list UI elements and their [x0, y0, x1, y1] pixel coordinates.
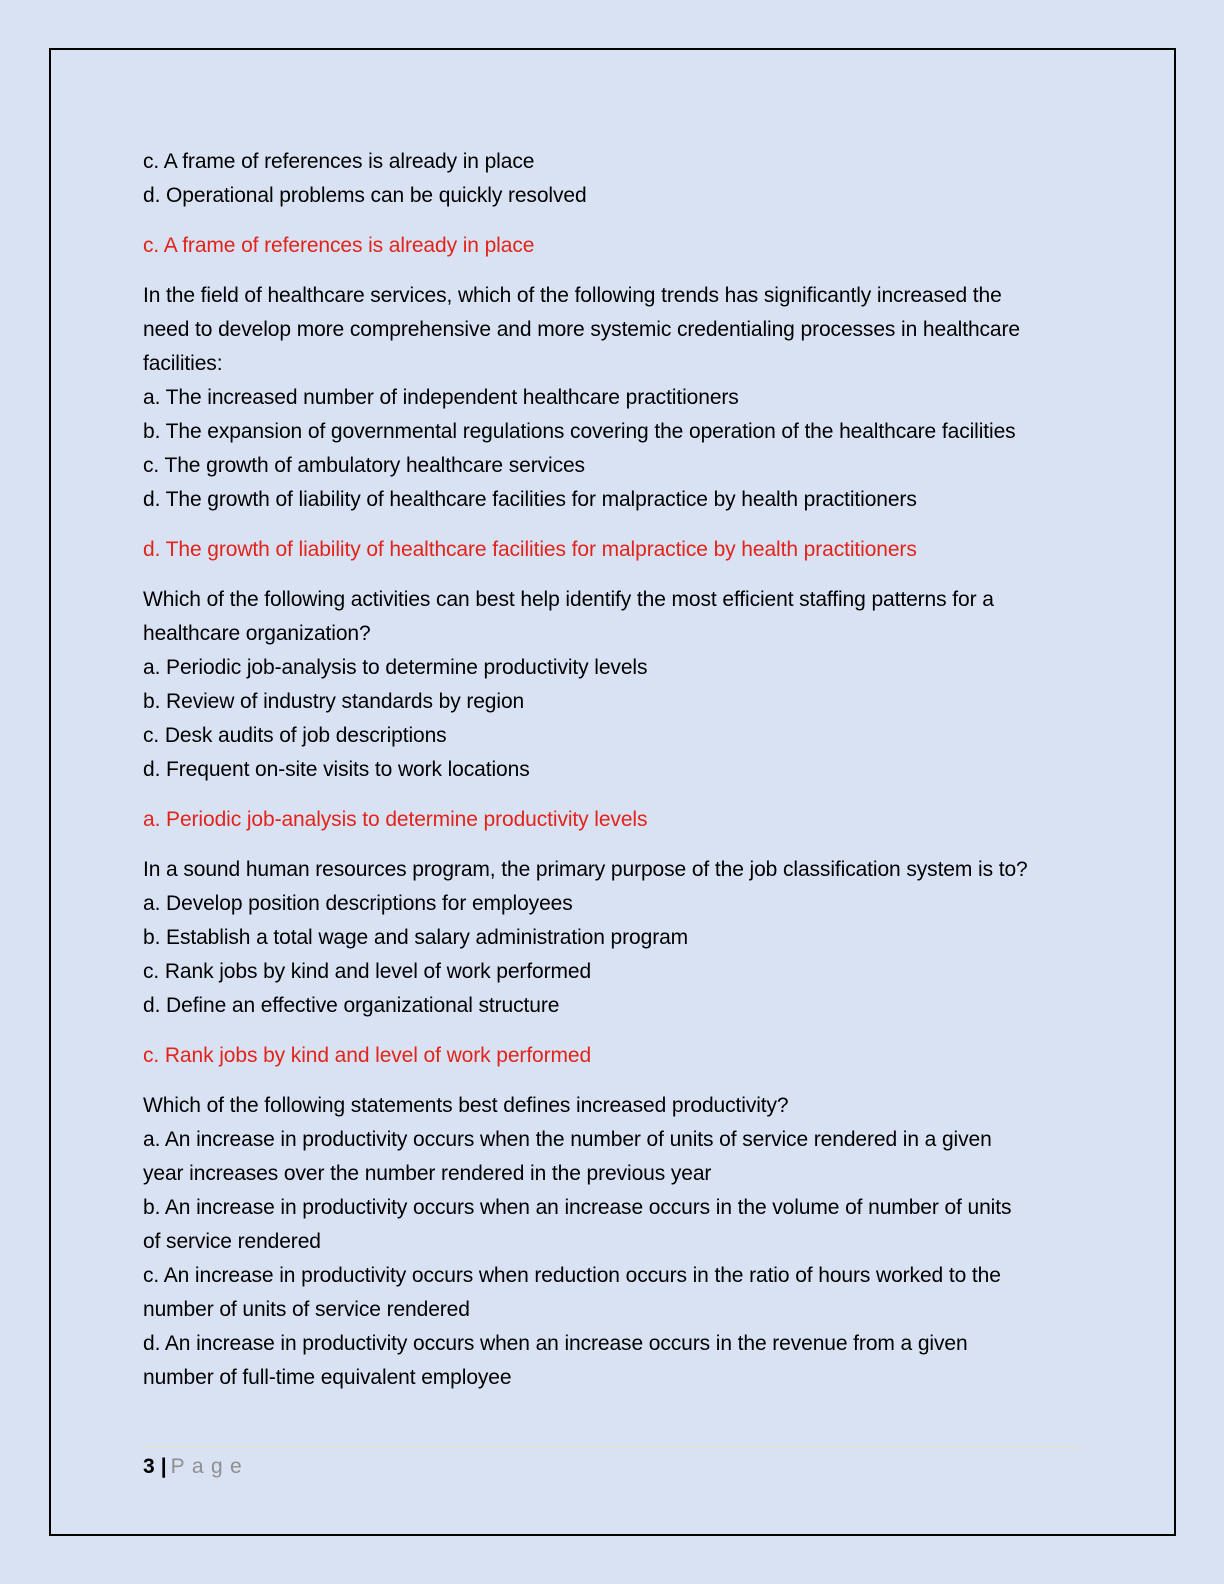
- question-line: In a sound human resources program, the primary purpose of the job classification system is to?: [143, 858, 1028, 881]
- answer-line: c. Rank jobs by kind and level of work performed: [143, 1044, 592, 1067]
- option-line: b. Review of industry standards by region: [143, 690, 525, 713]
- option-line: a. Develop position descriptions for employees: [143, 892, 573, 915]
- options-block: [143, 145, 1114, 213]
- page-footer: [143, 1446, 1083, 1481]
- answer-block: [143, 229, 1114, 263]
- question-block: [143, 583, 1114, 787]
- option-line: c. The growth of ambulatory healthcare services: [143, 454, 585, 477]
- question-line: need to develop more comprehensive and more systemic credentialing processes in healthcare: [143, 318, 1020, 341]
- option-line: d. Frequent on-site visits to work locations: [143, 758, 530, 781]
- answer-line: c. A frame of references is already in place: [143, 234, 535, 257]
- answer-block: [143, 533, 1114, 567]
- answer-line: d. The growth of liability of healthcare facilities for malpractice by health practitioners: [143, 538, 917, 561]
- question-line: Which of the following activities can best help identify the most efficient staffing patterns for a: [143, 588, 994, 611]
- option-line: a. An increase in productivity occurs when the number of units of service rendered in a given: [143, 1128, 992, 1151]
- question-block: [143, 853, 1114, 1023]
- question-line: facilities:: [143, 352, 223, 375]
- option-line: a. Periodic job-analysis to determine productivity levels: [143, 656, 648, 679]
- question-line: healthcare organization?: [143, 622, 371, 645]
- option-line: c. A frame of references is already in place: [143, 150, 535, 173]
- option-line: year increases over the number rendered in the previous year: [143, 1162, 712, 1185]
- footer-text: [143, 1453, 1083, 1481]
- option-line: c. Rank jobs by kind and level of work performed: [143, 960, 592, 983]
- answer-block: [143, 1039, 1114, 1073]
- option-line: c. Desk audits of job descriptions: [143, 724, 447, 747]
- answer-block: [143, 803, 1114, 837]
- option-line: c. An increase in productivity occurs when reduction occurs in the ratio of hours worked to the: [143, 1264, 1001, 1287]
- option-line: number of full-time equivalent employee: [143, 1366, 512, 1389]
- answer-line: a. Periodic job-analysis to determine productivity levels: [143, 808, 648, 831]
- footer-divider: [143, 1446, 1083, 1448]
- option-line: of service rendered: [143, 1230, 321, 1253]
- option-line: b. The expansion of governmental regulations covering the operation of the healthcare facilities: [143, 420, 1016, 443]
- footer-separator: |: [160, 1455, 167, 1478]
- option-line: b. An increase in productivity occurs when an increase occurs in the volume of number of units: [143, 1196, 1012, 1219]
- question-block: [143, 279, 1114, 517]
- option-line: d. An increase in productivity occurs when an increase occurs in the revenue from a given: [143, 1332, 968, 1355]
- option-line: number of units of service rendered: [143, 1298, 470, 1321]
- option-line: d. The growth of liability of healthcare facilities for malpractice by health practitioners: [143, 488, 917, 511]
- question-block: [143, 1089, 1114, 1395]
- question-line: In the field of healthcare services, which of the following trends has significantly increased the: [143, 284, 1002, 307]
- option-line: a. The increased number of independent healthcare practitioners: [143, 386, 739, 409]
- option-line: d. Operational problems can be quickly resolved: [143, 184, 587, 207]
- footer-page-label: Page: [170, 1455, 250, 1478]
- document-page-border: [49, 48, 1176, 1536]
- option-line: b. Establish a total wage and salary administration program: [143, 926, 689, 949]
- page-number: 3: [143, 1455, 155, 1478]
- question-line: Which of the following statements best defines increased productivity?: [143, 1094, 789, 1117]
- document-body: [143, 145, 1114, 1411]
- option-line: d. Define an effective organizational structure: [143, 994, 560, 1017]
